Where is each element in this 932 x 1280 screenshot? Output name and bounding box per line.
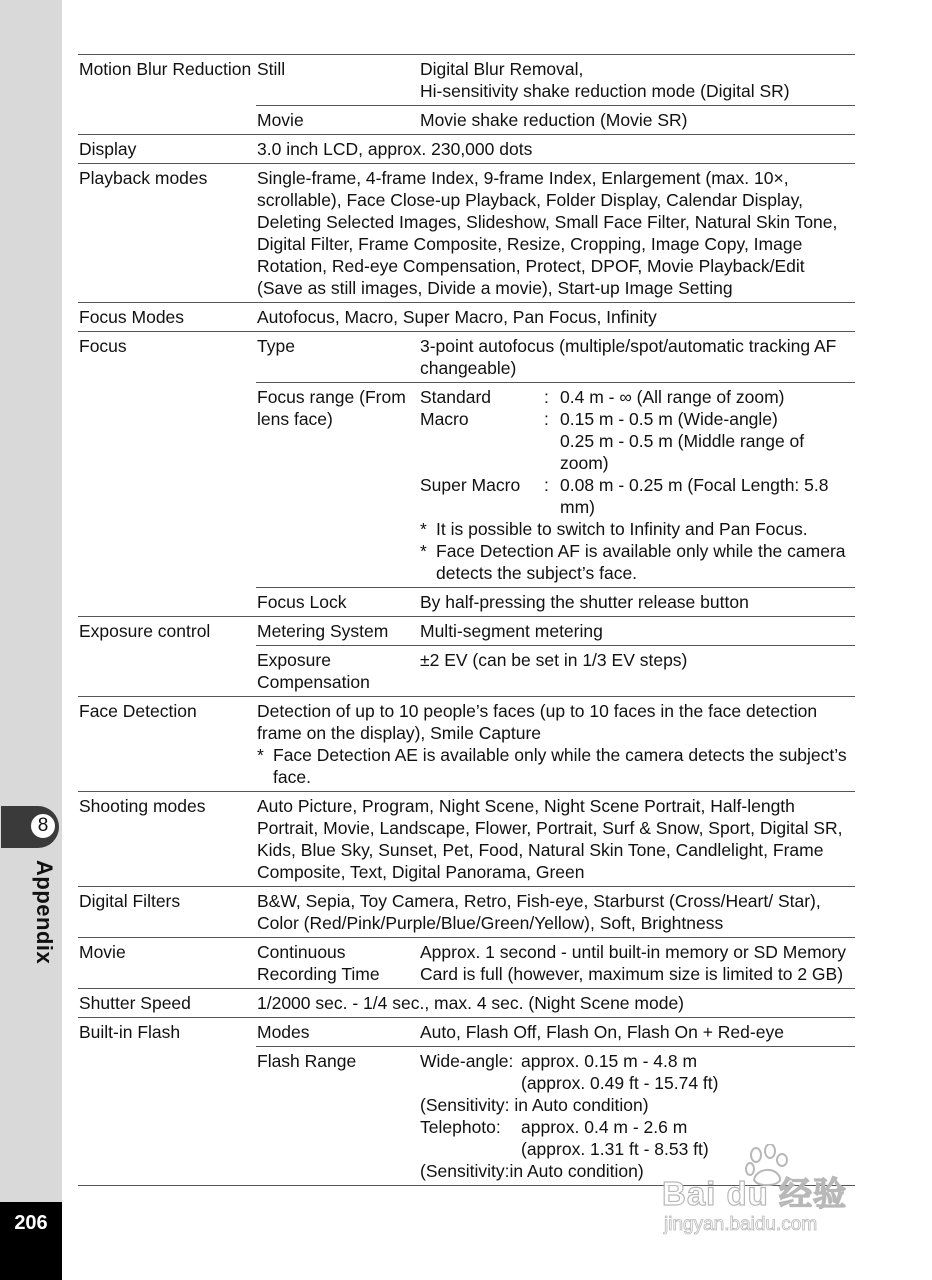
sub-label: Focus range (From lens face)	[256, 383, 419, 588]
row-label: Shutter Speed	[78, 989, 256, 1018]
table-row	[78, 989, 855, 1018]
row-value: Multi-segment metering	[419, 617, 855, 646]
focus-standard: Standard : 0.4 m - ∞ (All range of zoom)	[420, 387, 785, 407]
flash-range-tele: Telephoto: approx. 0.4 m - 2.6 m (approx. 1.31 ft - 8.53 ft)	[420, 1117, 709, 1159]
row-label: Exposure control	[78, 617, 256, 697]
sub-label: Type	[256, 332, 419, 383]
watermark-brand: Bai du 经验	[662, 1175, 848, 1212]
row-label: Digital Filters	[78, 887, 256, 938]
flash-range-wide: Wide-angle: approx. 0.15 m - 4.8 m (approx. 0.49 ft - 15.74 ft)	[420, 1051, 719, 1093]
sub-label: Exposure Compensation	[256, 646, 419, 697]
row-label: Display	[78, 135, 256, 164]
sub-label: Modes	[256, 1018, 419, 1047]
sub-label: Continuous Recording Time	[256, 938, 419, 989]
table-row	[78, 1018, 855, 1047]
table-row	[78, 164, 855, 303]
row-value: Auto Picture, Program, Night Scene, Night Scene Portrait, Half-length Portrait, Movie, Landscape, Flower, Portrait, Surf & Snow, Sport, Digital SR, Kids, Blue Sky, Sunset, Pet, Food, Natural Skin Tone, Candlelight, Frame Composite, Text, Digital Panorama, Green	[256, 792, 855, 887]
table-row	[78, 792, 855, 887]
row-label: Playback modes	[78, 164, 256, 303]
row-value: 1/2000 sec. - 1/4 sec., max. 4 sec. (Night Scene mode)	[256, 989, 855, 1018]
sub-label: Focus Lock	[256, 588, 419, 617]
row-value: Autofocus, Macro, Super Macro, Pan Focus, Infinity	[256, 303, 855, 332]
row-value: Approx. 1 second - until built-in memory or SD Memory Card is full (however, maximum size is limited to 2 GB)	[419, 938, 855, 989]
focus-note: * Face Detection AF is available only while the camera detects the subject’s face.	[420, 541, 846, 583]
row-value: Single-frame, 4-frame Index, 9-frame Index, Enlargement (max. 10×, scrollable), Face Close-up Playback, Folder Display, Calendar Display, Deleting Selected Images, Slideshow, Small Face Filter, Natural Skin Tone, Digital Filter, Frame Composite, Resize, Cropping, Image Copy, Image Rotation, Red-eye Compensation, Protect, DPOF, Movie Playback/Edit (Save as still images, Divide a movie), Start-up Image Setting	[256, 164, 855, 303]
face-detection-note: * Face Detection AE is available only while the camera detects the subject’s face.	[257, 745, 847, 787]
row-label: Built-in Flash	[78, 1018, 256, 1186]
sub-label: Movie	[256, 106, 419, 135]
spec-table	[78, 54, 855, 1186]
table-row	[78, 55, 855, 106]
row-value: Auto, Flash Off, Flash On, Flash On + Red-eye	[419, 1018, 855, 1047]
row-value	[419, 383, 855, 588]
row-label: Focus Modes	[78, 303, 256, 332]
sub-label: Flash Range	[256, 1047, 419, 1186]
row-label: Movie	[78, 938, 256, 989]
row-value: Wide-angle: approx. 0.15 m - 4.8 m (approx. 0.49 ft - 15.74 ft) (Sensitivity: in Auto condition) Telephoto: approx. 0.4 m - 2.6 m (approx. 1.31 ft - 8.53 ft) (Sensitivity:in Auto condition)	[419, 1047, 855, 1186]
chapter-number: 8	[29, 812, 57, 840]
focus-note: * It is possible to switch to Infinity and Pan Focus.	[420, 519, 808, 539]
watermark	[662, 1144, 877, 1244]
table-row	[78, 887, 855, 938]
table-row	[78, 697, 855, 792]
row-value: Detection of up to 10 people’s faces (up to 10 faces in the face detection frame on the display), Smile Capture * Face Detection AE is available only while the camera detects the subject’s face.	[256, 697, 855, 792]
sub-label: Still	[256, 55, 419, 106]
row-label: Shooting modes	[78, 792, 256, 887]
row-value: 3.0 inch LCD, approx. 230,000 dots	[256, 135, 855, 164]
row-value: Digital Blur Removal, Hi-sensitivity shake reduction mode (Digital SR)	[419, 55, 855, 106]
row-value: ±2 EV (can be set in 1/3 EV steps)	[419, 646, 855, 697]
row-label: Focus	[78, 332, 256, 617]
chapter-label: Appendix	[32, 860, 57, 965]
row-label: Face Detection	[78, 697, 256, 792]
row-label: Motion Blur Reduction	[78, 55, 256, 135]
row-value: By half-pressing the shutter release button	[419, 588, 855, 617]
page-number: 206	[14, 1212, 48, 1234]
sub-label: Metering System	[256, 617, 419, 646]
row-value: 3-point autofocus (multiple/spot/automatic tracking AF changeable)	[419, 332, 855, 383]
table-row	[78, 617, 855, 646]
chapter-sidebar	[0, 0, 62, 1280]
table-row	[78, 938, 855, 989]
watermark-url: jingyan.baidu.com	[664, 1214, 818, 1235]
row-value: B&W, Sepia, Toy Camera, Retro, Fish-eye, Starburst (Cross/Heart/ Star), Color (Red/Pink/Purple/Blue/Green/Yellow), Soft, Brightness	[256, 887, 855, 938]
table-row	[78, 135, 855, 164]
focus-super-macro: Super Macro : 0.08 m - 0.25 m (Focal Length: 5.8 mm)	[420, 475, 829, 517]
table-row	[78, 303, 855, 332]
table-row	[78, 332, 855, 383]
row-value: Movie shake reduction (Movie SR)	[419, 106, 855, 135]
focus-macro: Macro : 0.15 m - 0.5 m (Wide-angle) 0.25 m - 0.5 m (Middle range of zoom)	[420, 409, 805, 473]
